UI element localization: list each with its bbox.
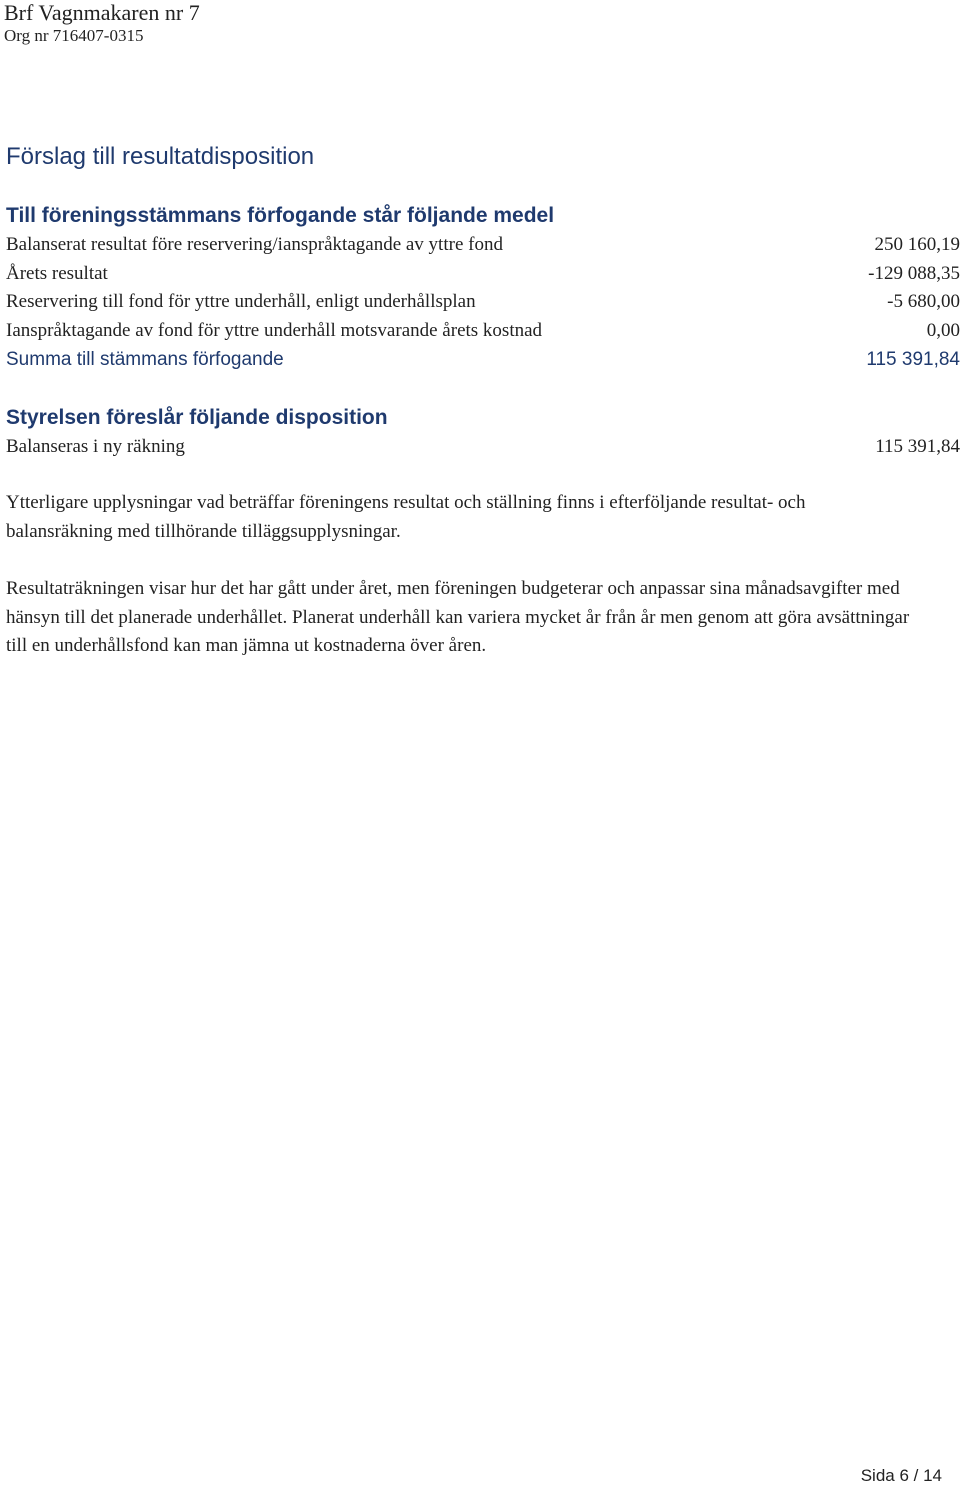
fund-row-value: 0,00 — [926, 320, 960, 341]
available-funds-heading: Till föreningsstämmans förfogande står följande medel — [6, 204, 555, 227]
info-paragraph: Ytterligare upplysningar vad beträffar föreningens resultat och ställning finns i efterföljande resultat- och balansräkning med tillhörande tilläggsupplysningar. — [6, 492, 806, 542]
fund-sum-row — [6, 347, 960, 373]
fund-row-value: 250 160,19 — [874, 234, 960, 255]
organization-name: Brf Vagnmakaren nr 7 — [4, 0, 200, 25]
document-header — [4, 0, 200, 46]
fund-row — [6, 318, 960, 344]
fund-row — [6, 289, 960, 315]
proposal-heading: Styrelsen föreslår följande disposition — [6, 406, 388, 429]
fund-row-label: Reservering till fond för yttre underhåll, enligt underhållsplan — [6, 291, 476, 312]
fund-sum-value: 115 391,84 — [866, 349, 960, 370]
fund-row-label: Ianspråktagande av fond för yttre underhåll motsvarande årets kostnad — [6, 320, 543, 341]
fund-row — [6, 232, 960, 258]
fund-row — [6, 261, 960, 287]
proposal-row-value: 115 391,84 — [875, 436, 960, 457]
fund-row-value: -129 088,35 — [868, 263, 960, 284]
fund-row-label: Balanserat resultat före reservering/ianspråktagande av yttre fond — [6, 234, 503, 255]
info-paragraph: Resultaträkningen visar hur det har gått under året, men föreningen budgeterar och anpassar sina månadsavgifter med hänsyn till det planerade underhållet. Planerat underhåll kan variera mycket år från år men genom att göra avsättningar till en underhållsfond kan man jämna ut kostnaderna över åren. — [6, 578, 910, 656]
proposal-row-label: Balanseras i ny räkning — [6, 436, 185, 457]
page-number: Sida 6 / 14 — [860, 1466, 942, 1485]
organization-number: Org nr 716407-0315 — [4, 26, 144, 45]
fund-sum-label: Summa till stämmans förfogande — [6, 349, 284, 370]
proposal-row — [6, 434, 960, 460]
page-title: Förslag till resultatdisposition — [6, 143, 315, 170]
fund-row-label: Årets resultat — [6, 263, 108, 284]
fund-row-value: -5 680,00 — [887, 291, 960, 312]
